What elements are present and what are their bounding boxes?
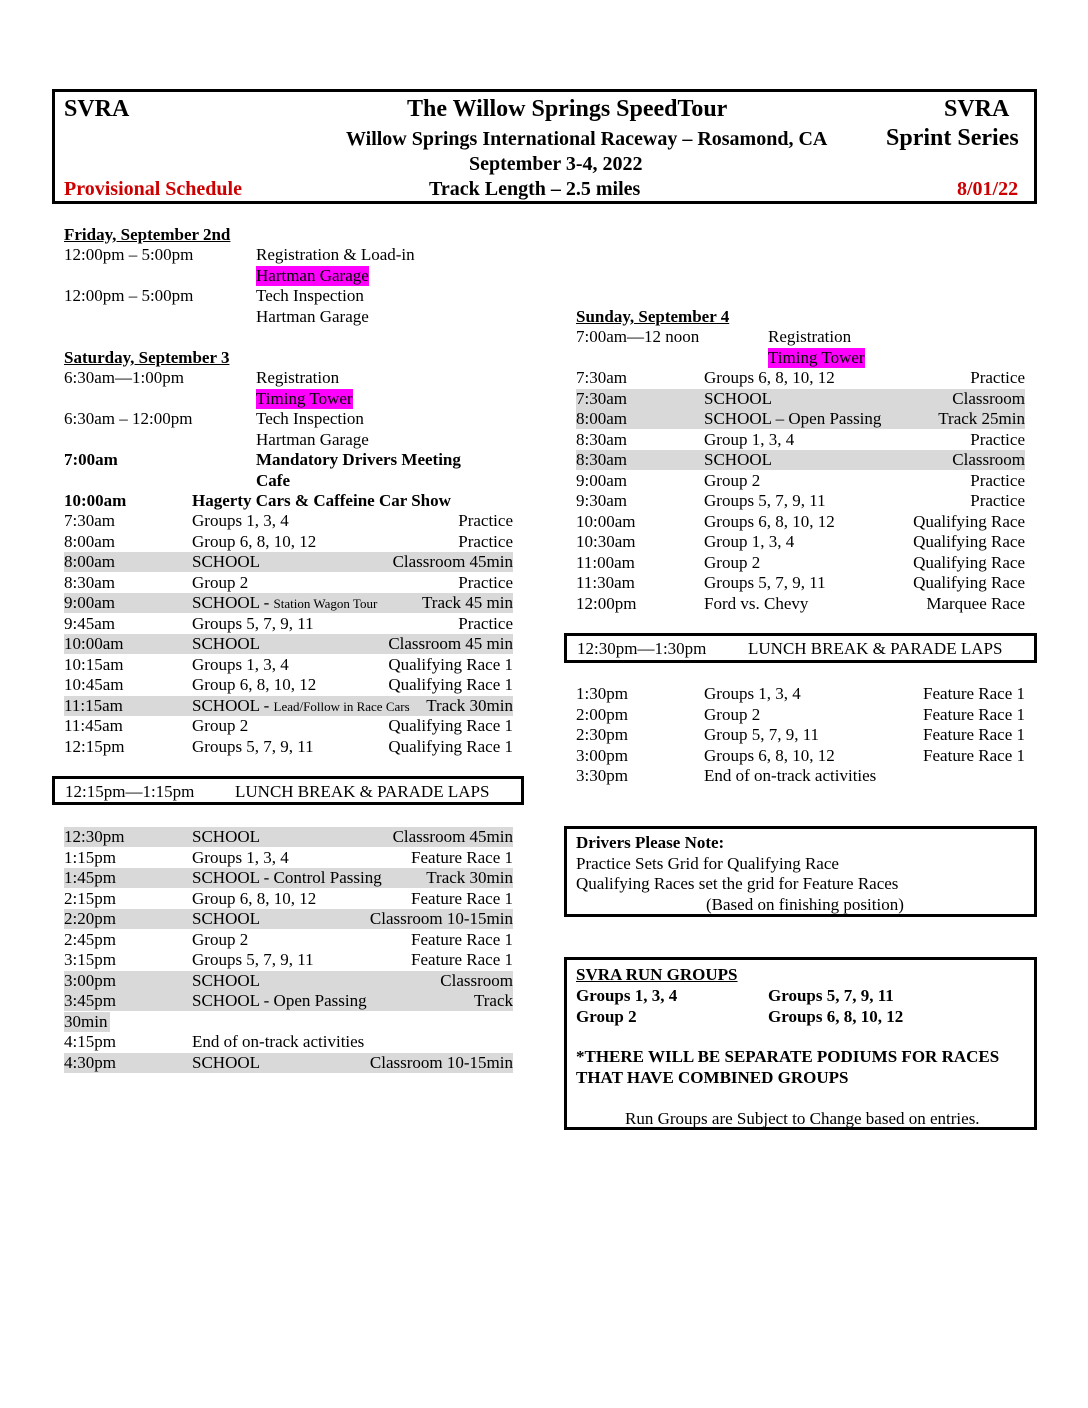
row-event: Tech Inspection xyxy=(256,286,364,305)
run-group-3: Group 2 xyxy=(576,1007,637,1026)
row-event: Hartman Garage xyxy=(256,429,369,449)
row-type: Track 30min xyxy=(426,695,513,715)
run-group-4: Groups 6, 8, 10, 12 xyxy=(768,1007,904,1026)
row-type: Feature Race 1 xyxy=(411,929,513,949)
schedule-row xyxy=(576,491,1025,511)
schedule-row xyxy=(64,737,513,757)
note-line-2: Qualifying Races set the grid for Feature Races xyxy=(576,874,899,893)
row-group: Group 6, 8, 10, 12 xyxy=(192,531,317,551)
run-group-2: Groups 5, 7, 9, 11 xyxy=(768,986,894,1005)
schedule-row xyxy=(64,991,513,1011)
row-type: Classroom 45min xyxy=(392,552,513,571)
car-show-row xyxy=(64,491,513,511)
row-group: Group 2 xyxy=(704,470,761,490)
row-type: Qualifying Race 1 xyxy=(388,716,513,735)
row-time: 10:30am xyxy=(576,532,636,551)
row-group: Group 2 xyxy=(192,572,249,592)
schedule-row xyxy=(64,593,513,613)
row-group: SCHOOL xyxy=(192,970,261,990)
row-time: 3:15pm xyxy=(64,950,116,969)
row-time: 10:00am xyxy=(576,511,636,531)
row-type: Classroom xyxy=(952,388,1025,408)
row-type: Classroom xyxy=(440,970,513,990)
row-group: Group 5, 7, 9, 11 xyxy=(704,725,820,744)
schedule-row xyxy=(64,634,513,654)
row-group: Groups 5, 7, 9, 11 xyxy=(192,613,314,633)
saturday-lunch-box xyxy=(52,776,524,805)
row-group: SCHOOL xyxy=(192,552,261,571)
row-event: Cafe xyxy=(256,470,290,490)
row-time: 7:30am xyxy=(576,388,627,408)
row-time: 2:45pm xyxy=(64,929,116,949)
header-box xyxy=(52,89,1037,204)
row-group-detail: Lead/Follow in Race Cars xyxy=(273,698,410,714)
row-time: 7:30am xyxy=(576,368,627,387)
row-group: End of on-track activities xyxy=(704,766,877,785)
row-time: 3:00pm xyxy=(576,745,628,765)
podium-note-1: *THERE WILL BE SEPARATE PODIUMS FOR RACES xyxy=(576,1047,1000,1066)
row-type: Feature Race 1 xyxy=(923,684,1025,703)
schedule-row xyxy=(64,368,504,388)
row-type: Practice xyxy=(970,368,1025,387)
row-group: SCHOOL xyxy=(704,388,773,408)
row-type: Classroom 45min xyxy=(392,827,513,846)
row-time: 12:15pm xyxy=(64,736,125,756)
run-groups-box xyxy=(564,957,1037,1130)
row-group: Groups 1, 3, 4 xyxy=(192,847,289,867)
row-group: Group 2 xyxy=(704,704,761,724)
row-group: Groups 6, 8, 10, 12 xyxy=(704,745,835,765)
row-time: 1:30pm xyxy=(576,684,628,703)
schedule-row xyxy=(576,573,1025,593)
row-type: Qualifying Race xyxy=(913,511,1025,531)
note-heading: Drivers Please Note: xyxy=(576,833,725,852)
schedule-row xyxy=(64,909,513,929)
sunday-lunch-label: LUNCH BREAK & PARADE LAPS xyxy=(748,639,1003,658)
note-line-3: (Based on finishing position) xyxy=(706,895,904,914)
row-type: Qualifying Race xyxy=(913,573,1025,592)
row-time: 6:30am – 12:00pm xyxy=(64,409,193,428)
row-type: Track 25min xyxy=(938,409,1025,428)
org-left: SVRA xyxy=(64,96,130,122)
series-name: Sprint Series xyxy=(886,125,1019,151)
row-time: 2:15pm xyxy=(64,888,116,908)
schedule-row xyxy=(576,409,1025,429)
row-time: 9:00am xyxy=(576,470,627,490)
schedule-row xyxy=(64,930,513,950)
row-group: SCHOOL xyxy=(704,450,773,469)
row-group: Groups 1, 3, 4 xyxy=(192,654,289,674)
row-time: 11:00am xyxy=(576,552,635,572)
event-title: The Willow Springs SpeedTour xyxy=(407,96,728,122)
row-time: 12:30pm xyxy=(64,827,125,846)
schedule-row xyxy=(64,532,513,552)
row-type: Qualifying Race 1 xyxy=(388,675,513,694)
row-type: Practice xyxy=(970,491,1025,510)
row-time: 11:30am xyxy=(576,573,635,592)
schedule-row xyxy=(64,266,504,286)
row-event: Tech Inspection xyxy=(256,409,364,428)
row-group: SCHOOL - Station Wagon Tour xyxy=(192,593,378,612)
note-line-1: Practice Sets Grid for Qualifying Race xyxy=(576,854,839,873)
org-right: SVRA xyxy=(944,96,1010,122)
row-time: 9:30am xyxy=(576,491,627,510)
schedule-row xyxy=(64,675,513,695)
saturday-lunch-label: LUNCH BREAK & PARADE LAPS xyxy=(235,782,490,801)
schedule-row xyxy=(576,450,1025,470)
row-event: Mandatory Drivers Meeting xyxy=(256,450,461,469)
schedule-row xyxy=(576,368,1025,388)
row-type: Classroom 10-15min xyxy=(369,909,513,928)
row-time: 10:15am xyxy=(64,654,124,674)
schedule-row xyxy=(64,1053,513,1073)
row-group: Groups 6, 8, 10, 12 xyxy=(704,511,835,531)
sunday-lunch-box xyxy=(564,633,1037,663)
schedule-row xyxy=(576,532,1025,552)
schedule-row xyxy=(576,766,1025,786)
row-type: Qualifying Race xyxy=(913,532,1025,551)
schedule-row xyxy=(64,868,513,888)
row-group: SCHOOL - Control Passing xyxy=(192,868,382,887)
schedule-row xyxy=(64,848,513,868)
row-group: SCHOOL - Lead/Follow in Race Cars xyxy=(192,695,410,715)
row-group: Group 6, 8, 10, 12 xyxy=(192,675,317,694)
row-group: SCHOOL – Open Passing xyxy=(704,409,882,428)
schedule-row xyxy=(64,889,513,909)
row-time: 12:00pm – 5:00pm xyxy=(64,245,194,264)
row-event: Timing Tower xyxy=(768,347,865,367)
row-type: Classroom xyxy=(952,450,1025,469)
row-time: 10:45am xyxy=(64,675,124,694)
row-group: Groups 5, 7, 9, 11 xyxy=(192,736,314,756)
row-event: Registration xyxy=(256,368,340,387)
row-time: 7:00am xyxy=(64,450,118,469)
schedule-row xyxy=(64,450,504,470)
row-time: 8:00am xyxy=(64,531,115,551)
row-type: Qualifying Race 1 xyxy=(388,654,513,674)
car-show-event: Hagerty Cars & Caffeine Car Show xyxy=(192,491,451,510)
schedule-row xyxy=(64,971,513,991)
schedule-row xyxy=(64,307,504,327)
event-dates: September 3-4, 2022 xyxy=(469,153,643,175)
row-group: Groups 5, 7, 9, 11 xyxy=(704,491,826,510)
version-date: 8/01/22 xyxy=(957,178,1019,200)
schedule-row xyxy=(576,705,1025,725)
schedule-row xyxy=(576,512,1025,532)
row-time: 2:30pm xyxy=(576,725,628,744)
row-group: End of on-track activities xyxy=(192,1032,365,1051)
row-event: Hartman Garage xyxy=(256,265,369,285)
schedule-row xyxy=(64,827,513,847)
saturday-lunch-time: 12:15pm—1:15pm xyxy=(65,782,195,801)
run-group-1: Groups 1, 3, 4 xyxy=(576,986,678,1005)
row-type: Track 30min xyxy=(426,868,513,887)
sunday-lunch-time: 12:30pm—1:30pm xyxy=(577,639,707,658)
row-type: Feature Race 1 xyxy=(411,888,513,908)
schedule-row xyxy=(64,389,504,409)
row-time: 3:45pm xyxy=(64,991,116,1010)
row-group: SCHOOL xyxy=(192,909,261,928)
row-type: Feature Race 1 xyxy=(411,847,513,867)
row-time: 3:00pm xyxy=(64,970,116,990)
row-type: Practice xyxy=(458,531,513,551)
row-group: Group 6, 8, 10, 12 xyxy=(192,888,317,908)
row-event: Registration xyxy=(768,327,852,346)
row-time: 11:45am xyxy=(64,716,123,735)
row-type: Practice xyxy=(970,470,1025,490)
row-type: Qualifying Race 1 xyxy=(388,736,513,756)
row-type: Classroom 10-15min xyxy=(369,1052,513,1072)
schedule-row xyxy=(64,950,513,970)
schedule-row xyxy=(64,1032,513,1052)
row-time: 8:00am xyxy=(576,409,627,428)
schedule-row xyxy=(576,594,1025,614)
row-type: Feature Race 1 xyxy=(411,950,513,969)
row-time: 2:20pm xyxy=(64,909,116,928)
row-time: 8:30am xyxy=(576,450,627,469)
row-time: 7:00am—12 noon xyxy=(576,327,700,346)
schedule-row xyxy=(576,553,1025,573)
change-note: Run Groups are Subject to Change based on entries. xyxy=(625,1109,980,1128)
row-group: SCHOOL - Open Passing xyxy=(192,991,367,1010)
row-time: 12:00pm – 5:00pm xyxy=(64,286,194,305)
row-type: Practice xyxy=(970,429,1025,449)
row-group: SCHOOL xyxy=(192,1052,261,1072)
schedule-row xyxy=(576,348,1016,368)
row-time: 4:15pm xyxy=(64,1032,116,1051)
row-group: Groups 1, 3, 4 xyxy=(192,511,289,530)
row-event: Timing Tower xyxy=(256,388,353,408)
schedule-row xyxy=(64,409,504,429)
row-time: 8:00am xyxy=(64,552,115,571)
row-group: Groups 6, 8, 10, 12 xyxy=(704,368,835,387)
schedule-row xyxy=(64,573,513,593)
row-group: SCHOOL xyxy=(192,827,261,846)
row-type: Track 45 min xyxy=(422,593,513,612)
row-time: 7:30am xyxy=(64,511,115,530)
row-time: 9:00am xyxy=(64,593,115,612)
row-time: 12:00pm xyxy=(576,593,637,613)
schedule-row xyxy=(576,684,1025,704)
venue: Willow Springs International Raceway – Rosamond, CA xyxy=(346,128,828,150)
row-group: SCHOOL xyxy=(192,634,261,653)
schedule-row xyxy=(64,716,513,736)
row-group: Group 1, 3, 4 xyxy=(704,429,795,449)
row-type: Qualifying Race xyxy=(913,552,1025,572)
schedule-row xyxy=(64,471,504,491)
podium-note-2: THAT HAVE COMBINED GROUPS xyxy=(576,1068,849,1087)
row-time: 8:30am xyxy=(64,572,115,592)
schedule-row xyxy=(64,655,513,675)
schedule-row xyxy=(64,696,513,716)
row-time: 6:30am—1:00pm xyxy=(64,368,184,387)
friday-heading: Friday, September 2nd xyxy=(64,225,231,244)
row-type: Practice xyxy=(458,613,513,633)
schedule-row xyxy=(64,1012,110,1032)
row-type: Practice xyxy=(458,511,513,530)
row-time: 2:00pm xyxy=(576,704,628,724)
row-group: Groups 5, 7, 9, 11 xyxy=(704,573,826,592)
row-time: 11:15am xyxy=(64,695,123,715)
row-time: 9:45am xyxy=(64,613,115,633)
schedule-row xyxy=(64,286,504,306)
row-group: Groups 5, 7, 9, 11 xyxy=(192,950,314,969)
sunday-heading: Sunday, September 4 xyxy=(576,307,730,326)
row-group: Group 2 xyxy=(192,716,249,735)
schedule-row xyxy=(64,430,504,450)
row-time: 3:30pm xyxy=(576,766,628,785)
row-event: Hartman Garage xyxy=(256,306,369,326)
schedule-row xyxy=(576,725,1025,745)
row-event: Registration & Load-in xyxy=(256,245,415,264)
schedule-row xyxy=(576,389,1025,409)
schedule-row xyxy=(64,245,504,265)
row-type: Feature Race 1 xyxy=(923,704,1025,724)
row-time: 10:00am xyxy=(64,634,124,653)
saturday-heading: Saturday, September 3 xyxy=(64,348,230,367)
row-type: Marquee Race xyxy=(926,593,1025,613)
run-groups-heading: SVRA RUN GROUPS xyxy=(576,965,738,984)
row-time: 8:30am xyxy=(576,429,627,449)
row-type: Feature Race 1 xyxy=(923,745,1025,765)
row-group: Group 2 xyxy=(704,552,761,572)
schedule-row xyxy=(576,746,1025,766)
row-type: Practice xyxy=(458,572,513,592)
provisional-label: Provisional Schedule xyxy=(64,178,242,200)
schedule-row xyxy=(64,614,513,634)
track-length: Track Length – 2.5 miles xyxy=(429,178,641,200)
row-type: Feature Race 1 xyxy=(923,725,1025,744)
schedule-row xyxy=(64,511,513,531)
row-group: Ford vs. Chevy xyxy=(704,593,809,613)
row-group: Groups 1, 3, 4 xyxy=(704,684,801,703)
row-type: Track xyxy=(473,991,513,1010)
row-group-detail: Station Wagon Tour xyxy=(273,596,378,611)
schedule-row xyxy=(576,471,1025,491)
row-time: 4:30pm xyxy=(64,1052,116,1072)
row-time: 1:45pm xyxy=(64,868,116,887)
row-group: Group 2 xyxy=(192,929,249,949)
row-type: Classroom 45 min xyxy=(388,634,513,653)
row-time: 1:15pm xyxy=(64,847,116,867)
schedule-row xyxy=(576,430,1025,450)
schedule-row xyxy=(576,327,1016,347)
car-show-time: 10:00am xyxy=(64,491,127,510)
row-group: Group 1, 3, 4 xyxy=(704,532,795,551)
schedule-row xyxy=(64,552,513,572)
drivers-note-box xyxy=(564,826,1037,917)
row-time: 30min xyxy=(64,1011,108,1031)
